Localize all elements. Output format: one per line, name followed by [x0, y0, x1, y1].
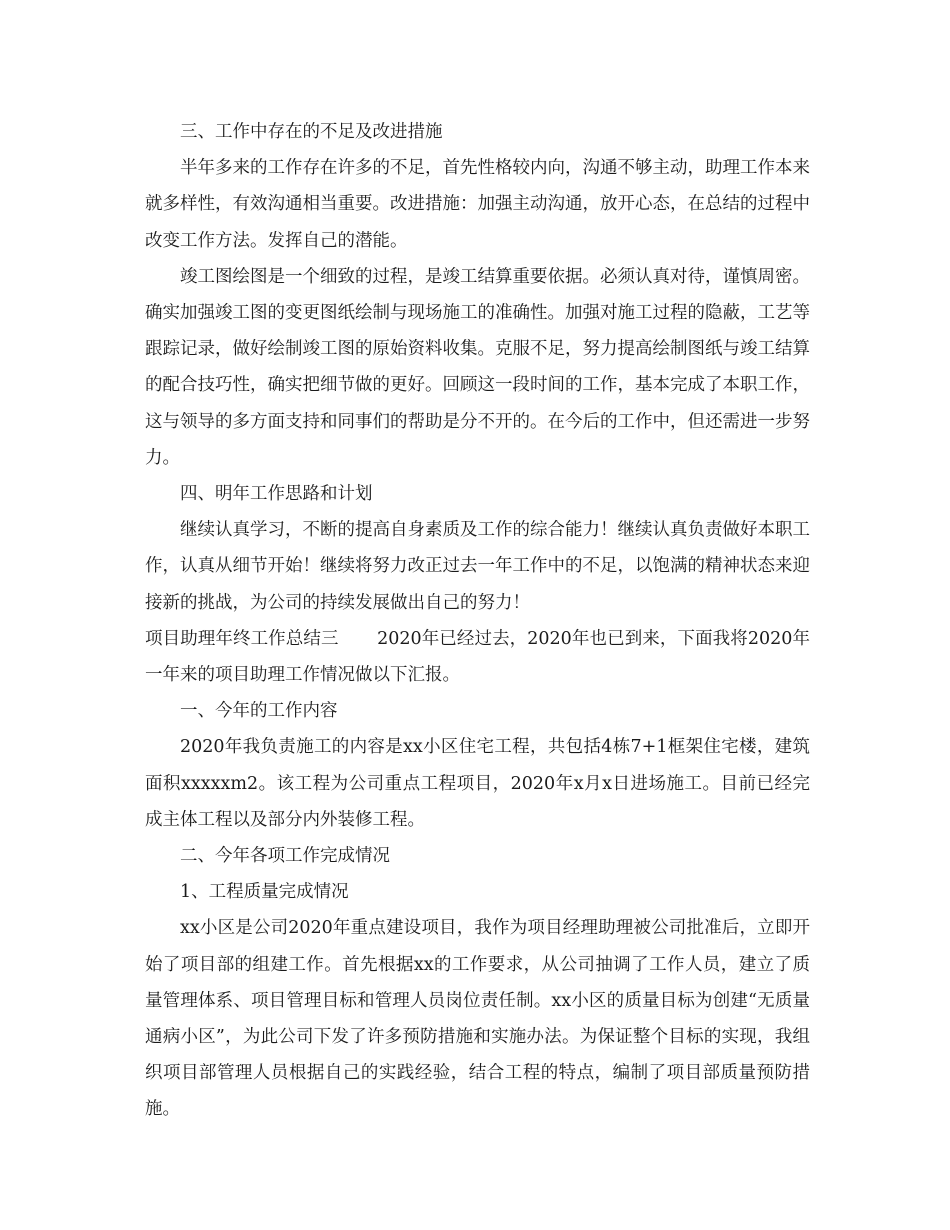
section-heading-3: 三、工作中存在的不足及改进措施 — [180, 122, 443, 142]
article-intro: 2020年已经过去，2020年也已到来，下面我将2020年一年来的项目助理工作情况做以下汇报。 — [145, 628, 811, 686]
section-heading-4: 四、明年工作思路和计划 — [180, 484, 373, 505]
paragraph-quality: xx小区是公司2020年重点建设项目，我作为项目经理助理被公司批准后，立即开始了项目部的组建工作。首先根据xx的工作要求，从公司抽调了工作人员，建立了质量管理体系、项目管理目标和管理人员岗位责任制。xx小区的质量目标为创建“无质量通病小区”，为此公司下发了许多预防措施和实施办法。为保证整个目标的实现，我组织项目部管理人员根据自己的实践经验，结合工程的特点，编制了项目部质量预防措施。 — [145, 918, 810, 1120]
paragraph-summary-three — [145, 621, 810, 693]
paragraph-work-content: 2020年我负责施工的内容是xx小区住宅工程，共包括4栋7+1框架住宅楼，建筑面积xxxxxm2。该工程为公司重点工程项目，2020年x月x日进场施工。目前已经完成主体工程以及部分内外装修工程。 — [145, 737, 810, 830]
article-title: 项目助理年终工作总结三 — [145, 628, 339, 649]
section-heading-2: 二、今年各项工作完成情况 — [180, 846, 390, 867]
document-body — [145, 114, 810, 1128]
paragraph-shortcomings: 半年多来的工作存在许多的不足，首先性格较内向，沟通不够主动，助理工作本来就多样性，有效沟通相当重要。改进措施：加强主动沟通，放开心态，在总结的过程中改变工作方法。发挥自己的潜能。 — [145, 158, 810, 251]
paragraph-as-built-drawings: 竣工图绘图是一个细致的过程，是竣工结算重要依据。必须认真对待，谨慎周密。确实加强竣工图的变更图纸绘制与现场施工的准确性。加强对施工过程的隐蔽，工艺等跟踪记录，做好绘制竣工图的原始资料收集。克服不足，努力提高绘制图纸与竣工结算的配合技巧性，确实把细节做的更好。回顾这一段时间的工作，基本完成了本职工作，这与领导的多方面支持和同事们的帮助是分不开的。在今后的工作中，但还需进一步努力。 — [145, 266, 810, 468]
section-heading-1: 一、今年的工作内容 — [180, 701, 338, 722]
subheading-quality: 1、工程质量完成情况 — [180, 882, 349, 903]
paragraph-next-year-plan: 继续认真学习，不断的提高自身素质及工作的综合能力！继续认真负责做好本职工作，认真从细节开始！继续将努力改正过去一年工作中的不足，以饱满的精神状态来迎接新的挑战，为公司的持续发展做出自己的努力！ — [145, 520, 810, 613]
